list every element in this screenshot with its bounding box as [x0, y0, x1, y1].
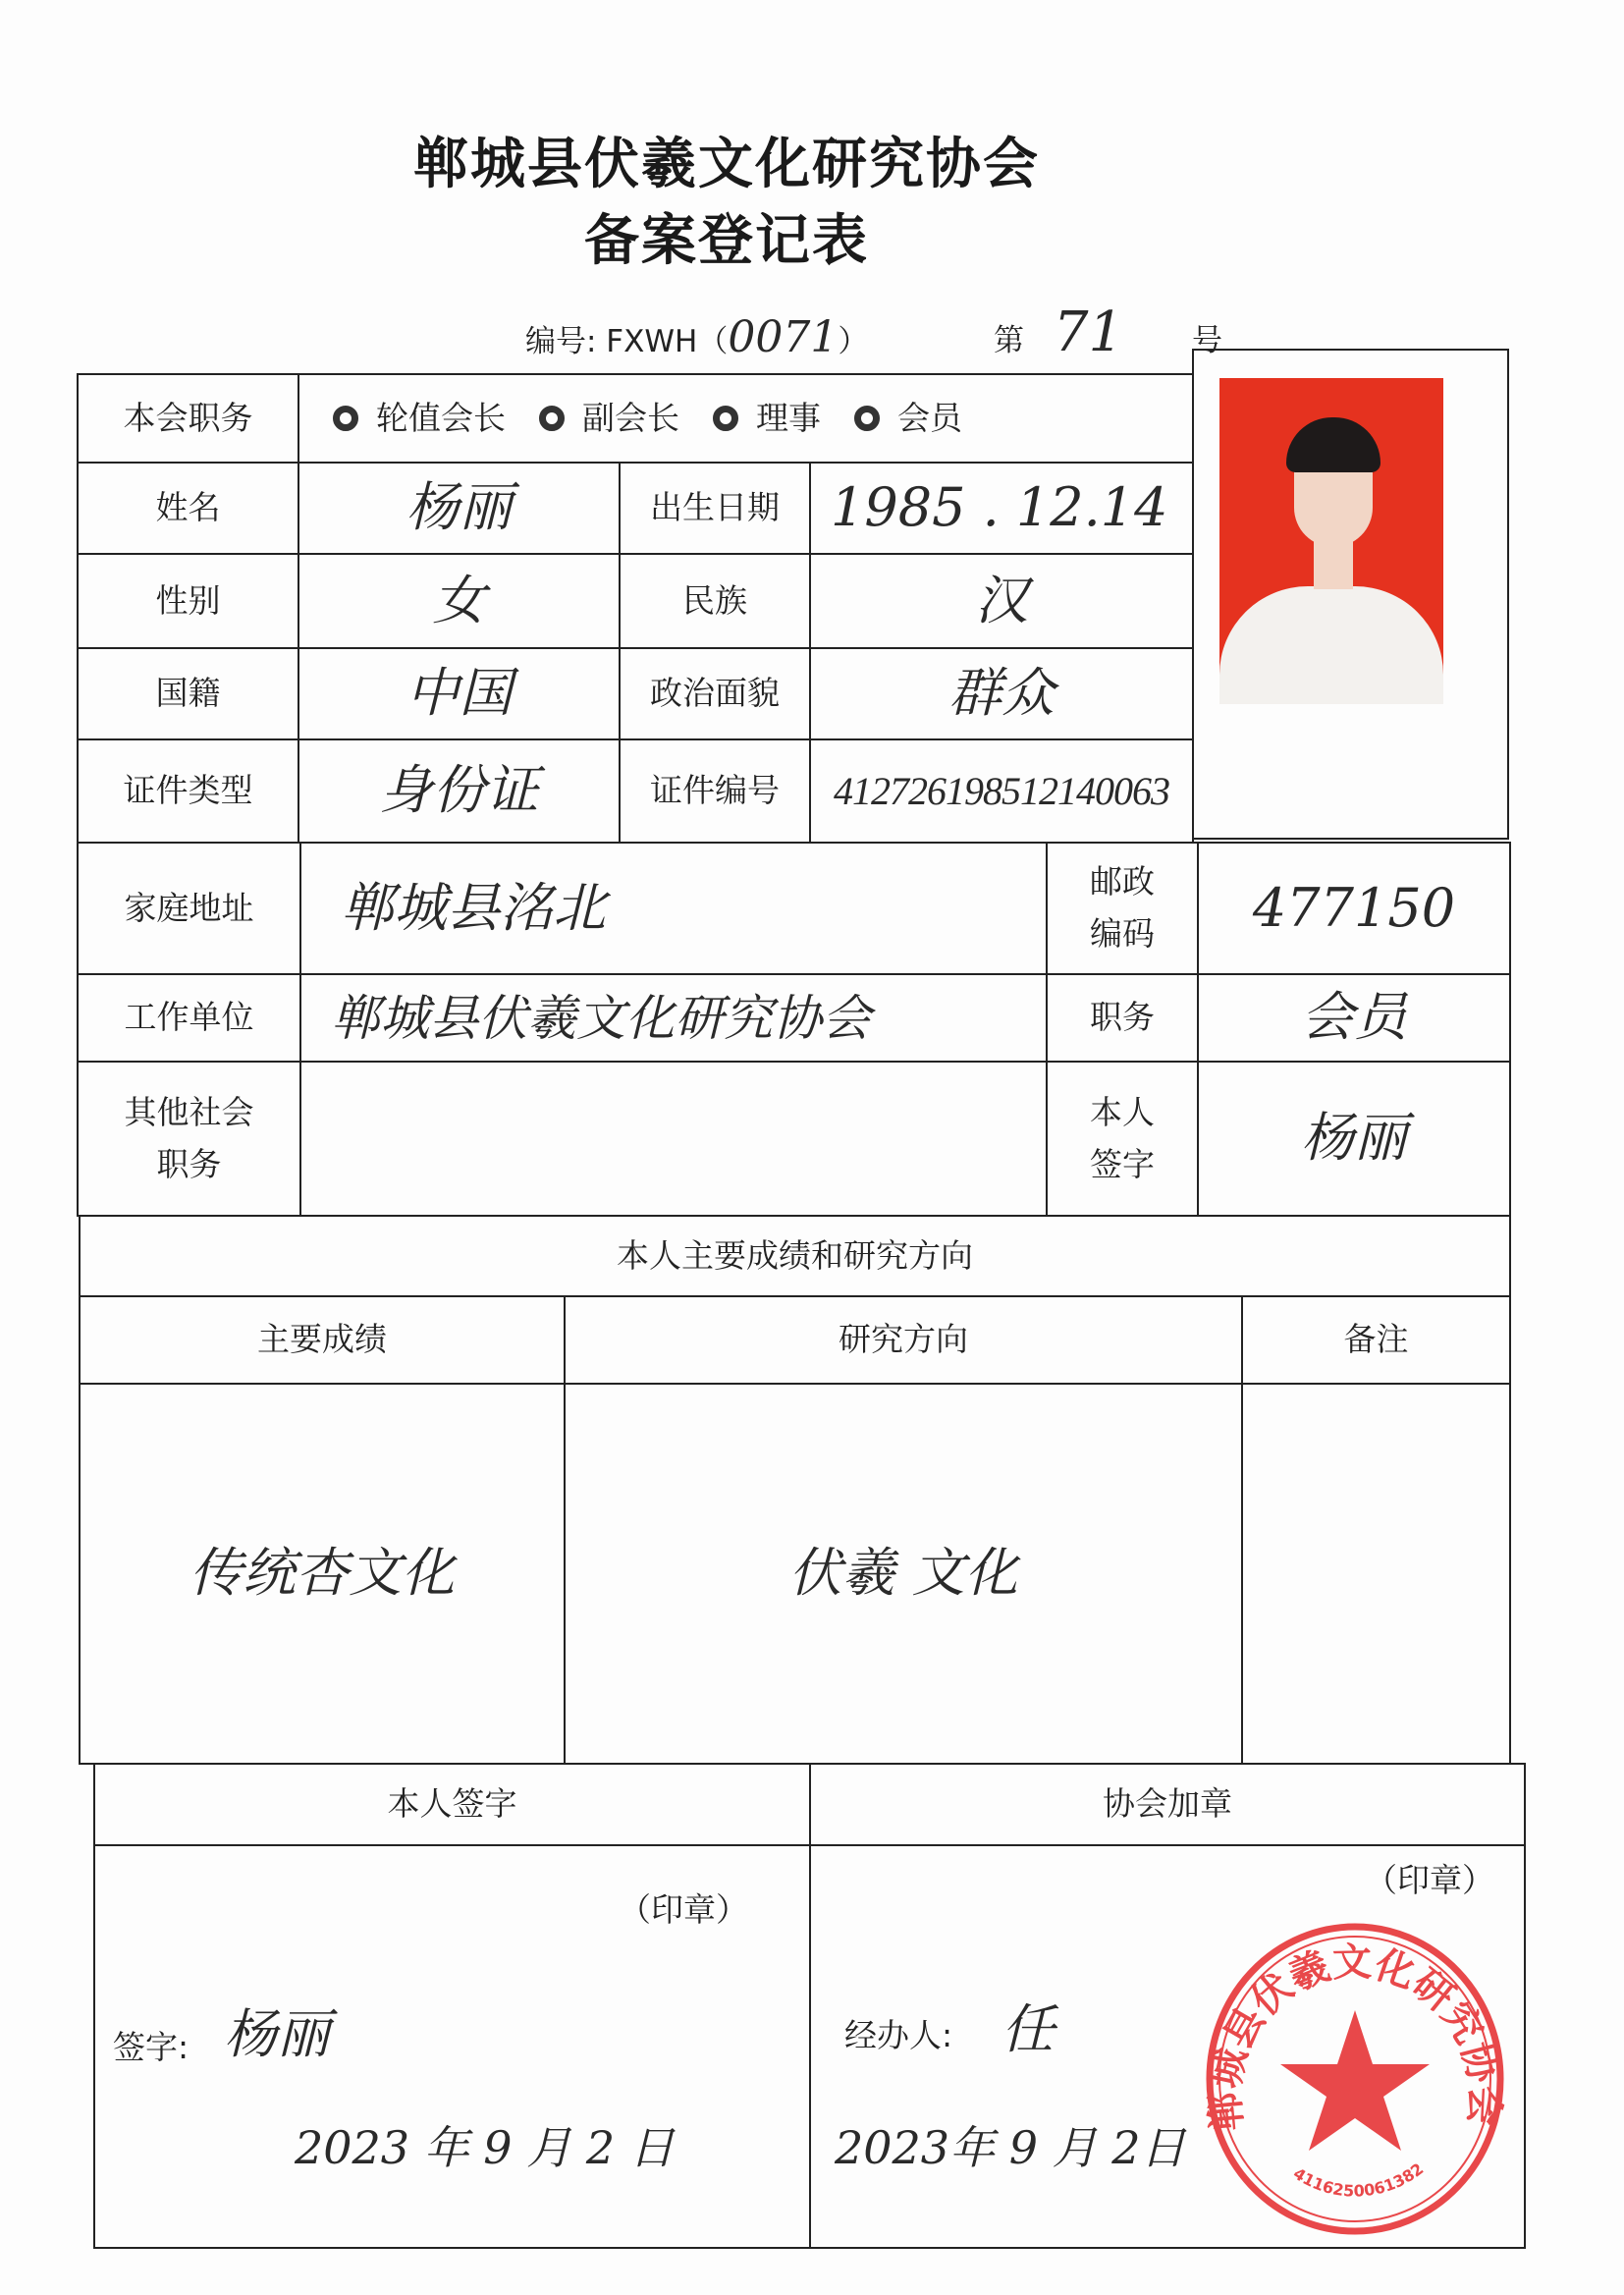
record-no-suffix: 号 [1191, 323, 1222, 358]
birth-field[interactable] [809, 462, 1194, 555]
self-sign-header: 本人签字 [93, 1763, 811, 1846]
remarks-field[interactable] [1241, 1383, 1511, 1765]
record-number [994, 300, 1222, 365]
political-label: 政治面貌 [619, 647, 811, 740]
radio-member[interactable] [854, 406, 880, 431]
position-field[interactable] [1197, 973, 1511, 1063]
achievements-value: 传统杏文化 [189, 1542, 455, 1605]
birth-label: 出生日期 [619, 462, 811, 555]
self-sign-value: 杨丽 [1301, 1107, 1407, 1170]
handler-label: 经办人: [844, 2016, 953, 2054]
option-label: 理事 [756, 398, 821, 437]
seal-mark-right: （印章） [1365, 1861, 1494, 1899]
serial-close: ） [838, 324, 869, 359]
stamp-code: 4116250061382 [1289, 2158, 1428, 2201]
star-icon [1280, 2010, 1430, 2151]
address-value: 郸城县洺北 [341, 876, 606, 939]
nationality-field[interactable] [298, 647, 621, 740]
radio-vice-president[interactable] [539, 406, 565, 431]
serial-label: 编号: FXWH（ [525, 324, 729, 359]
name-value: 杨丽 [406, 476, 513, 539]
gender-value: 女 [432, 569, 486, 631]
position-value: 会员 [1301, 986, 1407, 1049]
photo-cell [1192, 349, 1509, 840]
birth-value: 1985 . 12.14 [831, 476, 1168, 539]
address-label: 家庭地址 [77, 842, 301, 975]
stamp-text: 郸城县伏羲文化研究协会 [1202, 1940, 1507, 2133]
id-type-field[interactable] [298, 738, 621, 844]
research-value: 伏羲 文化 [788, 1542, 1018, 1605]
postcode-label: 邮政编码 [1046, 842, 1199, 975]
id-no-field[interactable] [809, 738, 1194, 844]
nationality-label: 国籍 [77, 647, 299, 740]
political-field[interactable] [809, 647, 1194, 740]
id-type-label: 证件类型 [77, 738, 299, 844]
record-no-prefix: 第 [994, 323, 1024, 358]
gender-label: 性别 [77, 553, 299, 649]
association-stamp [1198, 1917, 1512, 2241]
role-options [298, 373, 1194, 464]
assoc-seal-header: 协会加章 [809, 1763, 1526, 1846]
ethnicity-label: 民族 [619, 553, 811, 649]
postcode-field[interactable] [1197, 842, 1511, 975]
serial-number [525, 312, 868, 364]
role-label: 本会职务 [77, 373, 299, 464]
nationality-value: 中国 [406, 662, 513, 725]
political-value: 群众 [948, 662, 1055, 725]
address-field[interactable] [299, 842, 1048, 975]
option-label: 轮值会长 [376, 398, 506, 437]
svg-text:4116250061382 [1290, 2159, 1427, 2201]
form-title-line2: 备案登记表 [584, 209, 869, 273]
ethnicity-value: 汉 [975, 569, 1028, 631]
seal-mark-left: （印章） [619, 1890, 748, 1929]
record-no-value: 71 [1053, 301, 1124, 364]
sign-date: 2023 年 9 月 2 日 [295, 2121, 675, 2174]
work-value: 郸城县伏羲文化研究协会 [331, 989, 871, 1047]
self-sign-field[interactable] [1197, 1061, 1511, 1217]
name-field[interactable] [298, 462, 621, 555]
id-photo [1219, 378, 1443, 704]
ethnicity-field[interactable] [809, 553, 1194, 649]
research-header: 研究方向 [564, 1295, 1243, 1385]
handler-value: 任 [1001, 1998, 1055, 2060]
serial-value: 0071 [728, 312, 839, 362]
id-no-label: 证件编号 [619, 738, 811, 844]
self-sign-label: 本人签字 [1046, 1061, 1199, 1217]
work-label: 工作单位 [77, 973, 301, 1063]
other-roles-field[interactable] [299, 1061, 1048, 1217]
option-label: 会员 [897, 398, 962, 437]
handler-date: 2023年 9 月 2日 [835, 2121, 1186, 2174]
research-field[interactable] [564, 1383, 1243, 1765]
sign-label: 签字: [113, 2028, 189, 2066]
position-label: 职务 [1046, 973, 1199, 1063]
achievements-header: 主要成绩 [79, 1295, 566, 1385]
achievements-field[interactable] [79, 1383, 566, 1765]
section-title: 本人主要成绩和研究方向 [79, 1215, 1511, 1297]
remarks-header: 备注 [1241, 1295, 1511, 1385]
gender-field[interactable] [298, 553, 621, 649]
radio-rotating-president[interactable] [333, 406, 358, 431]
option-label: 副会长 [582, 398, 679, 437]
postcode-value: 477150 [1252, 876, 1456, 939]
sign-value: 杨丽 [224, 2003, 330, 2065]
id-type-value: 身份证 [379, 759, 539, 822]
work-field[interactable] [299, 973, 1048, 1063]
name-label: 姓名 [77, 462, 299, 555]
radio-director[interactable] [713, 406, 738, 431]
form-title-line1: 郸城县伏羲文化研究协会 [413, 133, 1040, 196]
id-no-value: 412726198512140063 [834, 768, 1169, 813]
other-roles-label: 其他社会职务 [77, 1061, 301, 1217]
